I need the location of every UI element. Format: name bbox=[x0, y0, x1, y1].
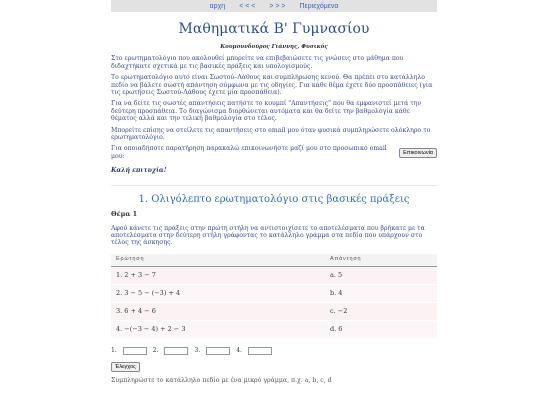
nav-contents-link[interactable]: Περιεχόμενα bbox=[299, 2, 339, 10]
question-cell: 2. 3 − 5 − (−3) + 4 bbox=[116, 288, 181, 297]
answer-cell: b. 4 bbox=[330, 288, 343, 297]
contact-text: Για οποιαδήποτε παρατήρηση παρακαλώ επικοινωνήστε μαζί μου στο προσωπικό email μου: bbox=[111, 145, 387, 160]
intro-paragraph-3: Για να δείτε τις σωστές απαντήσεις πατήστε το κουμπί "Απαντήσεις" που θα εμφανιστεί μετά την δεύτερη προσπάθεια. Το διαγώνισμα διορθώνεται αυτόματα και θα δείτε την βαθμολογία κάθε θέματος αλλά και την τελική βαθμολογία στο τέλος. bbox=[111, 100, 422, 123]
answer-cell: a. 5 bbox=[330, 270, 343, 279]
fill-hint: Συμπληρώστε το κατάλληλο πεδίο με ένα μικρό γράμμα, π.χ. a, b, c, d bbox=[111, 376, 332, 384]
table-row bbox=[111, 321, 437, 339]
quiz-instructions: Αφού κάνετε τις πράξεις στην πρώτη στήλη να αντιστοιχίσετε το αποτελέσματα που βρήκατε με τα αποτελέσματα στην δεύτερη στήλη γράφοντας το κατάλληλο γράμμα στα πεδία που υπάρχουν στο τέλος της άσκησης. bbox=[111, 224, 425, 247]
question-cell: 1. 2 + 3 − 7 bbox=[116, 270, 156, 279]
answer-input-2[interactable] bbox=[164, 347, 188, 355]
answer-fields bbox=[111, 347, 437, 355]
good-luck-text: Καλή επιτυχία! bbox=[111, 167, 167, 175]
column-header-question: Ερώτηση bbox=[116, 256, 145, 263]
contact-button[interactable]: Επικοινωνία bbox=[399, 148, 437, 158]
nav-next-link[interactable]: > > > bbox=[269, 2, 286, 10]
answer-cell: d. 6 bbox=[330, 324, 343, 333]
answer-input-4[interactable] bbox=[248, 347, 272, 355]
nav-home-link[interactable]: αρχη bbox=[209, 2, 226, 10]
answer-label-1: 1. bbox=[111, 347, 117, 355]
answer-label-4: 4. bbox=[236, 347, 242, 355]
table-body bbox=[111, 267, 437, 339]
table-row bbox=[111, 303, 437, 321]
intro-paragraph-2: Το ερωτηματολόγιο αυτό είναι Σωστού–Λάθους και συμπλήρωσης κενού. Θα πρέπει στο κατάλληλο πεδίο να βάλετε σωστή απάντηση σύμφωνα με τις οδηγίες. Για κάθε θέμα έχετε δύο προσπάθειες (για τις ερωτήσεις Σωστού-Λάθους έχετε μία προσπάθεια). bbox=[111, 74, 433, 97]
theme-title: Θέμα 1 bbox=[111, 210, 138, 219]
answer-label-2: 2. bbox=[152, 347, 159, 355]
question-cell: 3. 6 + 4 − 6 bbox=[116, 306, 156, 315]
intro-paragraph-4: Μπορείτε επίσης να στείλετε τις απαντήσεις στο email μου όταν φυσικά συμπληρώσετε ολόκληρο το ερωτηματολόγιο. bbox=[111, 126, 431, 142]
column-header-answer: Απάντηση bbox=[330, 256, 362, 263]
intro-paragraph-1: Στο ερωτηματολόγιο που ακολουθεί μπορείτε να επιβεβαιώσετε τις γνώσεις στο μάθημα που διδαχτήκατε σχετικά με τις βασικές πράξεις και υπολογισμούς. bbox=[111, 55, 404, 70]
nav-prev-link[interactable]: < < < bbox=[239, 2, 256, 10]
answer-input-1[interactable] bbox=[123, 347, 147, 355]
table-header bbox=[111, 254, 437, 267]
check-button[interactable]: Έλεγχος bbox=[111, 362, 140, 372]
quiz-section-title: 1. Ολιγόλεπτο ερωτηματολόγιο στις βασικές πράξεις bbox=[138, 193, 410, 205]
question-cell: 4. −(−3 − 4) + 2 − 3 bbox=[116, 324, 186, 333]
question-table bbox=[111, 254, 437, 339]
answer-label-3: 3. bbox=[194, 347, 201, 355]
contact-line bbox=[111, 145, 437, 160]
divider bbox=[111, 185, 437, 186]
author-line: Κουμουνδούρος Γιάννης, Φυσικός bbox=[220, 44, 328, 50]
main-content bbox=[111, 12, 437, 384]
page-title: Μαθηματικά Β' Γυμνασίου bbox=[178, 21, 370, 37]
top-navigation bbox=[111, 0, 437, 12]
answer-cell: c. −2 bbox=[330, 306, 348, 315]
table-row bbox=[111, 267, 437, 285]
answer-input-3[interactable] bbox=[206, 347, 230, 355]
table-row bbox=[111, 285, 437, 303]
